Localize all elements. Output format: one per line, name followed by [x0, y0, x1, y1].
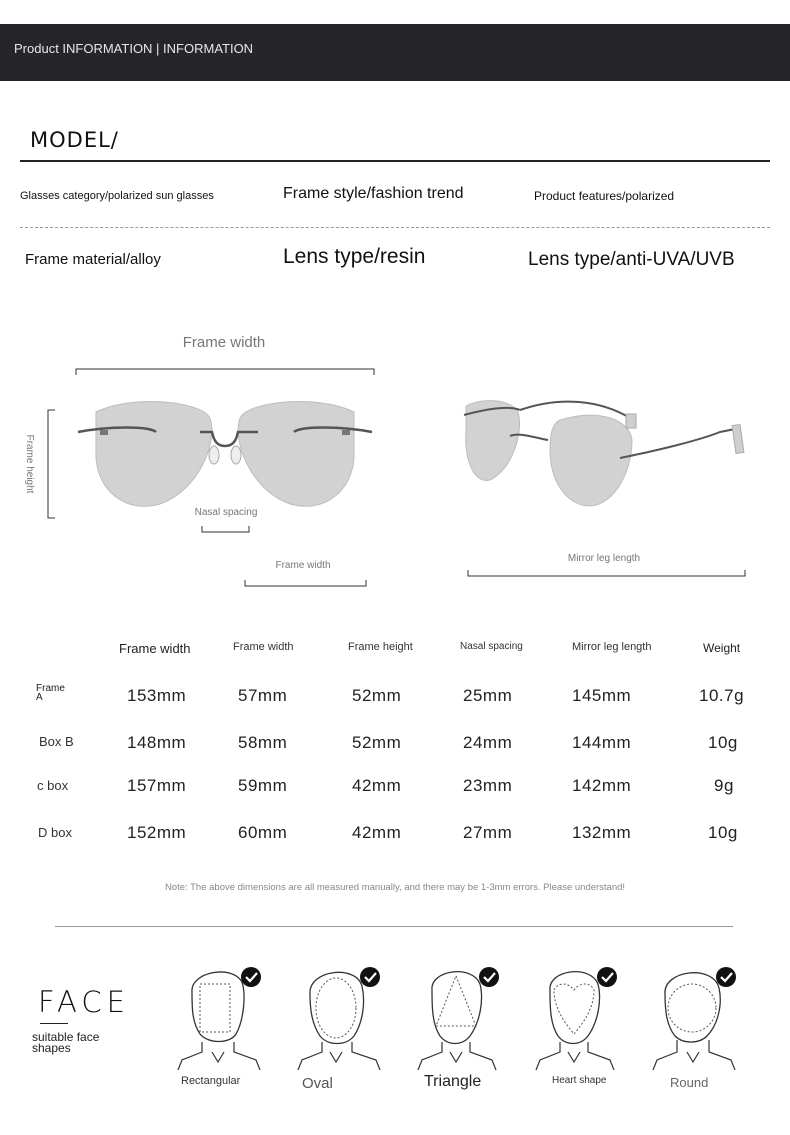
table-header-weight: Weight [703, 641, 741, 655]
row-label-d-box: D box [38, 825, 72, 840]
table-cell: 157mm [127, 776, 187, 795]
face-subtitle: suitable face shapes [32, 1030, 100, 1055]
front-glasses-image [78, 402, 372, 507]
check-icon [479, 967, 499, 987]
frame-width-bottom-bracket [245, 580, 366, 586]
check-icon [241, 967, 261, 987]
mirror-leg-length-bracket [468, 570, 745, 576]
face-triangle-image [410, 960, 520, 1070]
frame-height-bracket [48, 410, 55, 518]
header-title: Product INFORMATION | INFORMATION [14, 41, 254, 56]
table-cell: 145mm [572, 686, 632, 705]
nasal-spacing-label: Nasal spacing [194, 507, 258, 518]
model-divider [20, 160, 770, 162]
face-label-rectangular: Rectangular [181, 1075, 241, 1087]
frame-height-label: Frame height [24, 434, 35, 494]
face-label-oval: Oval [302, 1075, 333, 1092]
table-cell: 9g [714, 776, 734, 795]
table-cell: 42mm [352, 823, 402, 842]
table-cell: 60mm [238, 823, 288, 842]
table-header-mirror-leg-length: Mirror leg length [572, 641, 652, 653]
face-label-round: Round [670, 1075, 709, 1090]
face-rectangular-image [172, 960, 282, 1070]
spec-divider [20, 227, 770, 228]
frame-width-top-label: Frame width [182, 334, 266, 351]
face-title: FACE [38, 985, 130, 1019]
table-header-frame-height: Frame height [348, 641, 413, 653]
table-cell: 42mm [352, 776, 402, 795]
measurement-note: Note: The above dimensions are all measured manually, and there may be 1-3mm errors. Please understand! [164, 882, 626, 893]
nasal-spacing-bracket [202, 526, 249, 532]
row-label-frame-a [36, 684, 65, 702]
table-cell: 132mm [572, 823, 632, 842]
table-cell: 52mm [352, 686, 402, 705]
spec-lens-type-uv: Lens type/anti-UVA/UVB [528, 249, 735, 270]
spec-glasses-category: Glasses category/polarized sun glasses [20, 190, 214, 202]
table-cell: 27mm [463, 823, 513, 842]
table-cell: 25mm [463, 686, 513, 705]
face-divider [55, 926, 733, 927]
table-cell: 58mm [238, 733, 288, 752]
table-cell: 144mm [572, 733, 632, 752]
table-cell: 24mm [463, 733, 513, 752]
table-cell: 10.7g [699, 686, 745, 705]
check-icon [360, 967, 380, 987]
face-heart-image [528, 960, 638, 1070]
table-header-nasal-spacing: Nasal spacing [460, 641, 523, 652]
table-cell: 153mm [127, 686, 187, 705]
row-label-frame-a-line2: A [36, 692, 43, 703]
table-cell: 23mm [463, 776, 513, 795]
model-title: MODEL/ [30, 128, 119, 152]
table-cell: 148mm [127, 733, 187, 752]
frame-width-top-bracket [76, 369, 374, 375]
face-label-heart-shape: Heart shape [552, 1075, 607, 1086]
table-header-frame-width: Frame width [119, 641, 191, 656]
table-cell: 142mm [572, 776, 632, 795]
check-icon [716, 967, 736, 987]
spec-frame-style: Frame style/fashion trend [283, 185, 464, 202]
face-label-triangle: Triangle [424, 1073, 482, 1090]
table-cell: 57mm [238, 686, 288, 705]
table-cell: 10g [708, 733, 738, 752]
frame-width-bottom-label: Frame width [275, 560, 331, 571]
table-cell: 152mm [127, 823, 187, 842]
table-header-lens-width: Frame width [233, 641, 294, 653]
row-label-box-b: Box B [39, 734, 74, 749]
mirror-leg-length-label: Mirror leg length [567, 553, 641, 564]
spec-lens-type-resin: Lens type/resin [283, 245, 426, 268]
face-oval-image [292, 960, 402, 1070]
face-title-underline [40, 1023, 68, 1024]
side-glasses-image [464, 401, 744, 506]
row-label-frame-a-line1: Frame [36, 683, 65, 694]
spec-product-features: Product features/polarized [534, 189, 675, 203]
table-cell: 59mm [238, 776, 288, 795]
row-label-c-box: c box [37, 778, 69, 793]
check-icon [597, 967, 617, 987]
table-cell: 10g [708, 823, 738, 842]
face-round-image [647, 960, 757, 1070]
glasses-diagram [0, 300, 790, 600]
table-cell: 52mm [352, 733, 402, 752]
spec-frame-material: Frame material/alloy [25, 251, 161, 268]
